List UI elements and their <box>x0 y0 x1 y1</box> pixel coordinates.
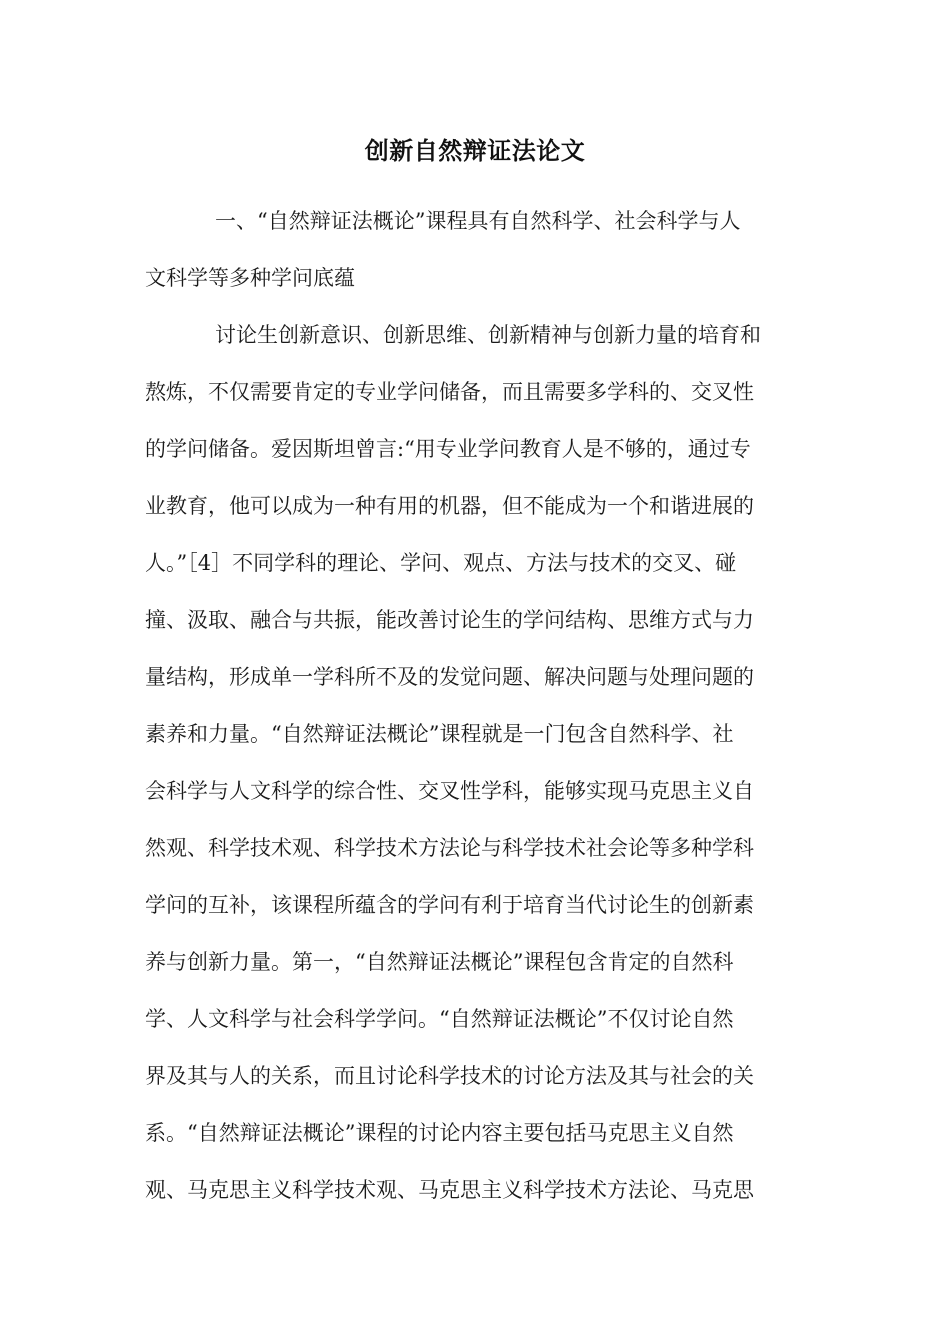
paragraph-line: 人。”［4］不同学科的理论、学问、观点、方法与技术的交叉、碰 <box>145 551 737 575</box>
paragraph-line: 业教育，他可以成为一种有用的机器，但不能成为一个和谐进展的 <box>145 494 754 518</box>
section-heading-line: 文科学等多种学问底蕴 <box>145 266 355 290</box>
paragraph-line: 撞、汲取、融合与共振，能改善讨论生的学问结构、思维方式与力 <box>145 608 754 632</box>
document-title: 创新自然辩证法论文 <box>364 137 586 165</box>
section-heading-line: 一、“自然辩证法概论”课程具有自然科学、社会科学与人 <box>215 209 741 233</box>
paragraph-line: 的学问储备。爱因斯坦曾言:“用专业学问教育人是不够的，通过专 <box>145 437 751 461</box>
paragraph-line: 观、马克思主义科学技术观、马克思主义科学技术方法论、马克思 <box>145 1178 754 1202</box>
paragraph-line: 熬炼，不仅需要肯定的专业学问储备，而且需要多学科的、交叉性 <box>145 380 754 404</box>
paragraph-line: 量结构，形成单一学科所不及的发觉问题、解决问题与处理问题的 <box>145 665 754 689</box>
paragraph-line: 学问的互补，该课程所蕴含的学问有利于培育当代讨论生的创新素 <box>145 893 754 917</box>
paragraph-line: 养与创新力量。第一，“自然辩证法概论”课程包含肯定的自然科 <box>145 950 734 974</box>
paragraph-line: 讨论生创新意识、创新思维、创新精神与创新力量的培育和 <box>215 323 761 347</box>
paragraph-line: 学、人文科学与社会科学学问。“自然辩证法概论”不仅讨论自然 <box>145 1007 734 1031</box>
paragraph-line: 会科学与人文科学的综合性、交叉性学科，能够实现马克思主义自 <box>145 779 754 803</box>
paragraph-line: 界及其与人的关系，而且讨论科学技术的讨论方法及其与社会的关 <box>145 1064 754 1088</box>
paragraph-line: 素养和力量。“自然辩证法概论”课程就是一门包含自然科学、社 <box>145 722 734 746</box>
paragraph-line: 系。“自然辩证法概论”课程的讨论内容主要包括马克思主义自然 <box>145 1121 734 1145</box>
paragraph-line: 然观、科学技术观、科学技术方法论与科学技术社会论等多种学科 <box>145 836 754 860</box>
